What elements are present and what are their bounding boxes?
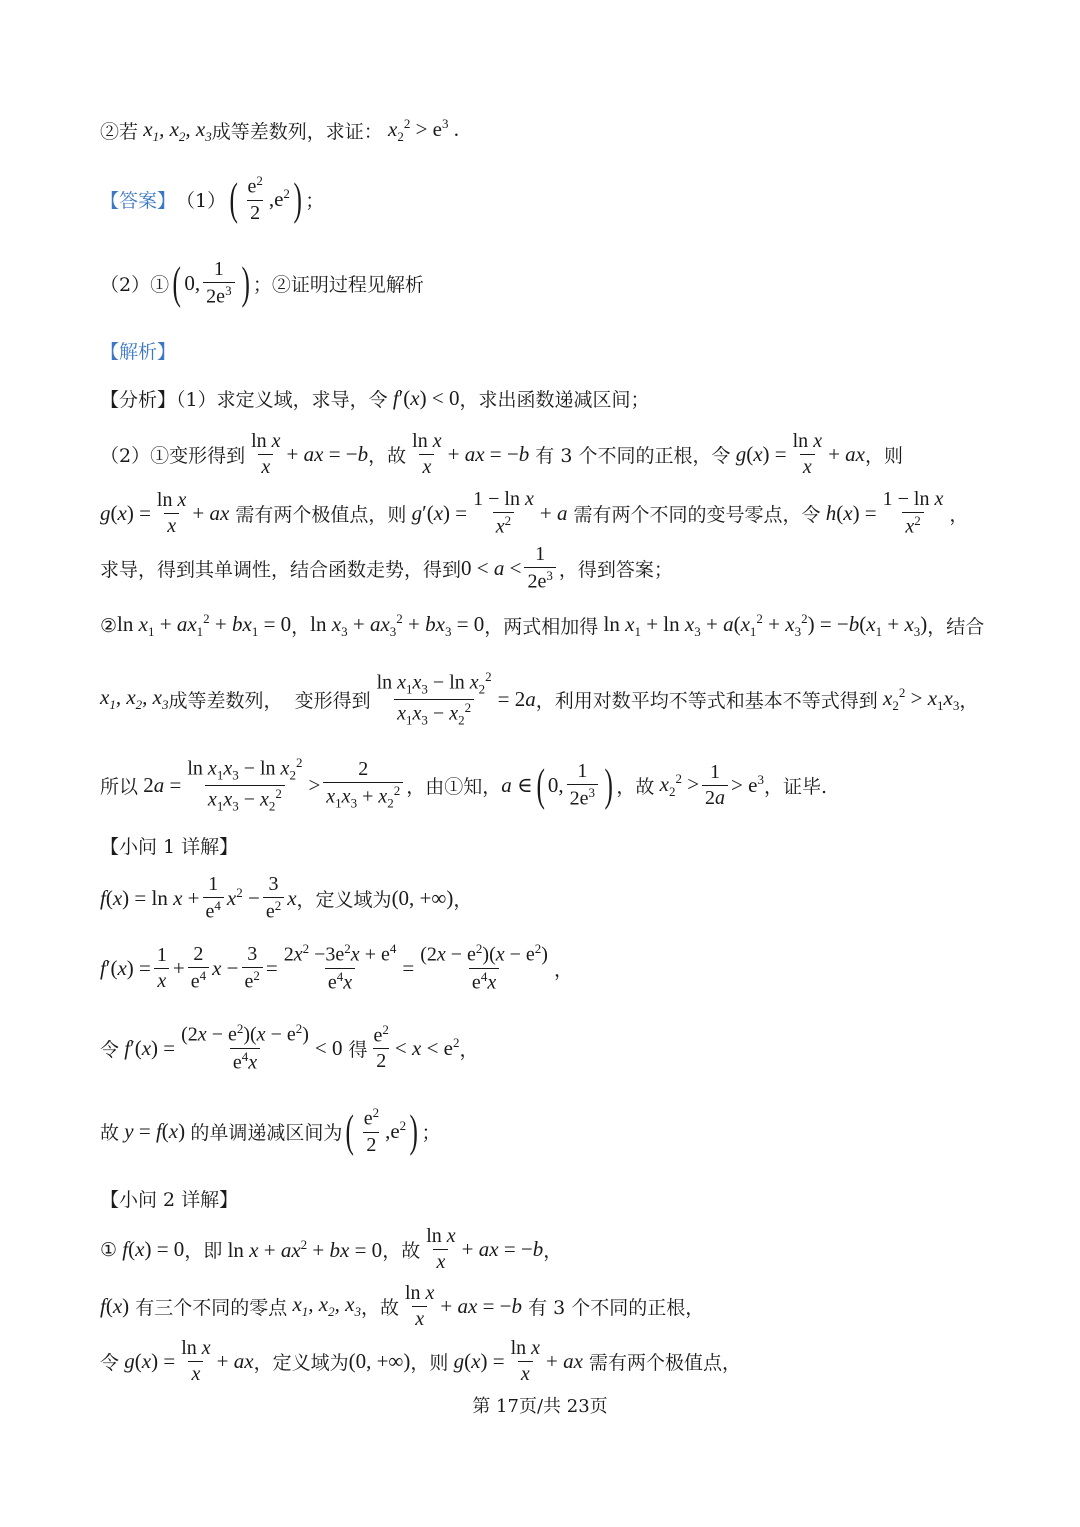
problem-part2-statement: ②若 $x_1$, $x_2$, $x_3$ 成等差数列，求证： $x_2^2 > e^3$ . (100, 116, 460, 145)
fenxi-line-4: 求导，得到其单调性，结合函数走势，得到 0 < a < $\frac{1}{2e^3}$ ，得到答案； (100, 543, 673, 593)
sub1-line-3: 令 f′(x) = $\frac{(2x - e^2)(x - e^2)}{e^4x}$ < 0 得 $\frac{e^2}{2}$ < $x < e^2$ ， (100, 1021, 479, 1074)
sub1-line-1: f(x) = ln x + $\frac{1}{e^4}$ $x^2$ − $\frac{3}{e^2}$ x ，定义域为 (0, +∞) ， (100, 873, 473, 923)
sub1-line-2: f′(x) = $\frac{1}{x}$ + $\frac{2}{e^4}$ x − $\frac{3}{e^2}$ = $\frac{2x^2 -3e^2x + e^4}{e^4x}$ = $\frac{(2x - e^2)(x - e^2)}{e^4x}$ ， (100, 941, 573, 994)
fenxi-line-2: （2）①变形得到 $\frac{\text{ln x}}{x}$ + ax = −b ，故 $\frac{\text{ln x}}{x}$ + ax = −b 有 3 个不同的正根，令 g(x) = $\frac{\text{ln x}}{x}$ + ax ，则 (100, 430, 904, 478)
answer-part2: （2）① ( 0, $\frac{1}{2e^3}$ ) ；②证明过程见解析 (100, 257, 424, 309)
sub2-line-2: f(x) 有三个不同的零点 $x_1$, $x_2$, $x_3$ ，故 $\frac{\text{ln x}}{x}$ + ax = −b 有 3 个不同的正根， (100, 1282, 705, 1330)
fenxi-line-3: g(x) = $\frac{\text{ln x}}{x}$ + ax 需有两个极值点，则 g′(x) = $\frac{\text{1 − ln x}}{x^2}$ + a 需有两个不同的变号零点，令 h(x) = $\frac{\text{1 − ln x}}{x^2}$ ， (100, 488, 969, 538)
sub2-tag: 【小问 2 详解】 (100, 1189, 239, 1211)
fenxi-line-5: ② $\ln x_1 + ax_1^2 + bx_1 = 0$ ， $\ln x_3 + ax_3^2 + bx_3 = 0$ ，两式相加得 $\ln x_1 + \ln x_3 + a(x_1^2 + x_3^2) = -b(x_1 + x_3)$ ，结合 (100, 611, 985, 640)
answer-part1: 【答案】 （1） ( $\frac{e^2}{2}$ $,e^2$ ) ； (100, 173, 325, 225)
answer-tag: 【答案】 (100, 189, 177, 212)
sub1-tag: 【小问 1 详解】 (100, 836, 239, 858)
sub2-line-3: 令 g(x) = $\frac{\text{ln x}}{x}$ + ax ，定义域为 (0, +∞) ，则 g(x) = $\frac{\text{ln x}}{x}$ + ax 需有两个极值点， (100, 1337, 741, 1385)
sub2-line-1: ① f(x) = 0 ，即 $\ln x + ax^2$ + bx = 0 ，故 $\frac{\text{ln x}}{x}$ + ax = −b ， (100, 1225, 563, 1273)
fenxi-line-7: 所以 2a = $\frac{\ln x_1x_3 - \ln x_2^2}{x_1x_3 - x_2^2}$ > $\frac{2}{x_1x_3 + x_2^2}$ ，由①知， a ∈ ( 0, $\frac{1}{2e^3}$ ) ，故 $x_2^2$ > $\frac{1}{2a}$ > $e^3$ ，证毕. (100, 755, 827, 814)
sub1-line-4: 故 y = f(x) 的单调递减区间为 ( $\frac{e^2}{2}$ $,e^2$ ) ； (100, 1105, 441, 1157)
analysis-tag: 【解析】 (100, 341, 177, 363)
page-footer: 第 17页/共 23页 (472, 1396, 608, 1417)
fenxi-line-1: 【分析】（1）求定义域，求导，令 f′(x) < 0 ，求出函数递减区间； (100, 386, 650, 411)
fenxi-line-6: $x_1$, $x_2$, $x_3$ 成等差数列， 变形得到 $\frac{\ln x_1x_3 - \ln x_2^2}{x_1x_3 - x_2^2}$ = 2a ，利用对数平均不等式和基本不等式得到 $x_2^2 > x_1x_3$ ， (100, 669, 979, 728)
